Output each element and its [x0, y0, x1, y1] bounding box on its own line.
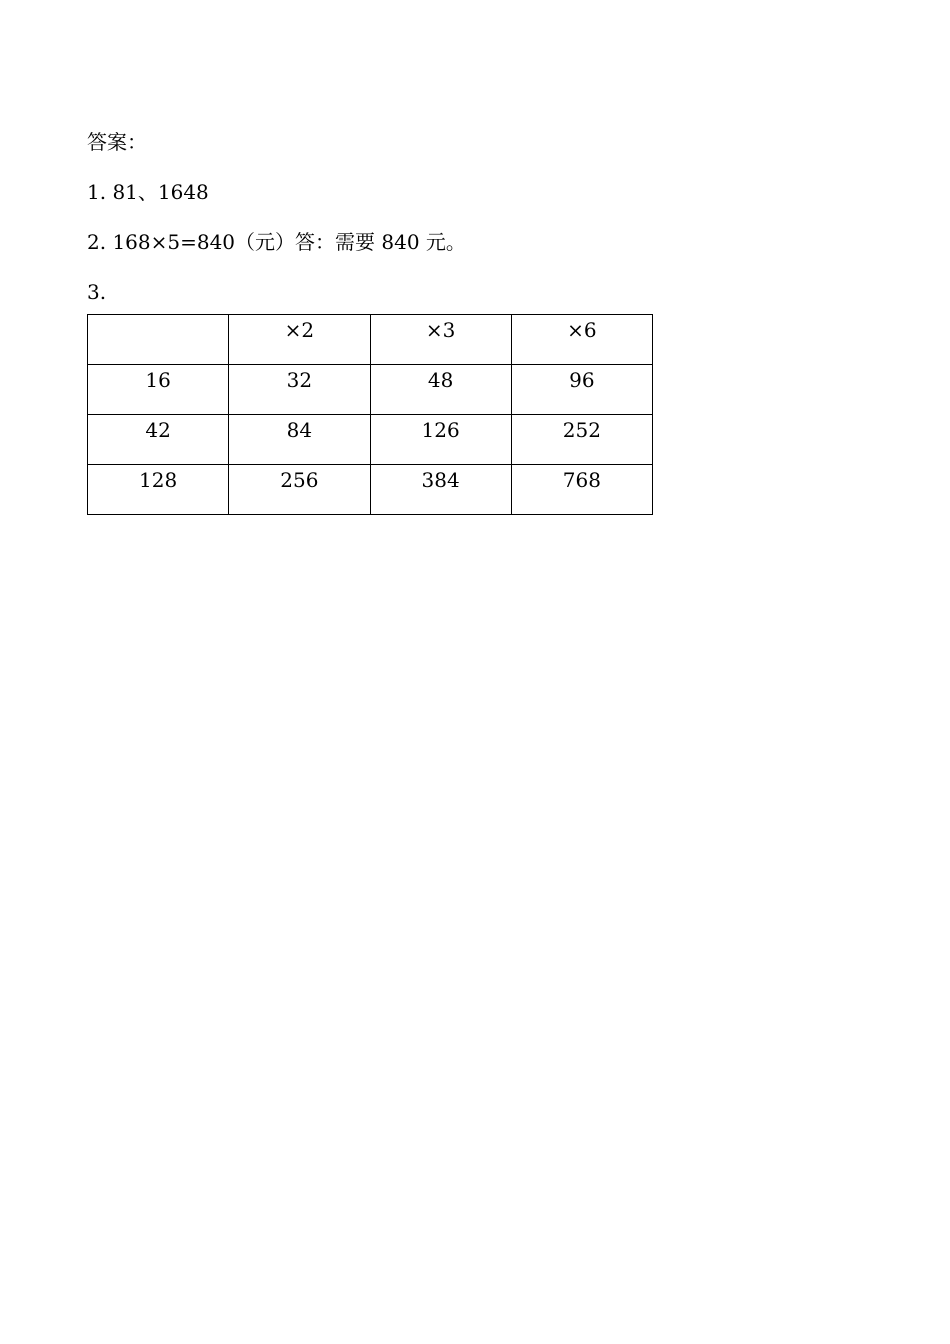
table-header-cell: ×3 — [370, 315, 511, 365]
answer-heading: 答案： — [87, 130, 147, 154]
table-cell: 126 — [370, 415, 511, 465]
table-cell: 42 — [88, 415, 229, 465]
answer-1: 1. 81、1648 — [87, 180, 209, 204]
table-header-cell: ×2 — [229, 315, 370, 365]
multiplication-table — [87, 314, 653, 515]
table-header-row — [88, 315, 653, 365]
table-row — [88, 365, 653, 415]
table-cell: 384 — [370, 465, 511, 515]
table-cell: 96 — [511, 365, 652, 415]
table-cell: 128 — [88, 465, 229, 515]
table-cell: 252 — [511, 415, 652, 465]
table-cell: 256 — [229, 465, 370, 515]
table-cell: 84 — [229, 415, 370, 465]
table-cell: 48 — [370, 365, 511, 415]
table-header-cell — [88, 315, 229, 365]
table-row — [88, 415, 653, 465]
table-row — [88, 465, 653, 515]
table-header-cell: ×6 — [511, 315, 652, 365]
table-cell: 768 — [511, 465, 652, 515]
table-cell: 32 — [229, 365, 370, 415]
answer-3-label: 3. — [87, 280, 107, 304]
answer-2: 2. 168×5=840（元）答：需要 840 元。 — [87, 230, 466, 254]
table-cell: 16 — [88, 365, 229, 415]
